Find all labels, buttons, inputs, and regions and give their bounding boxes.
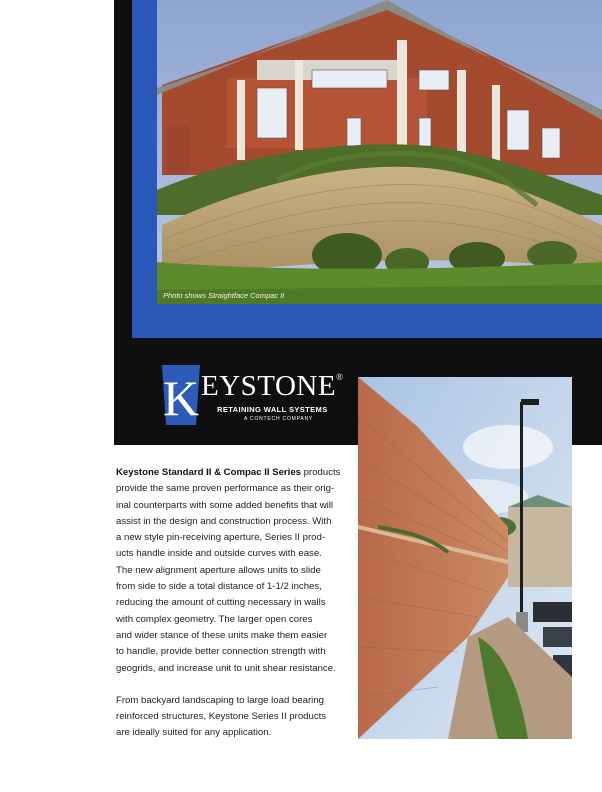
keystone-logo xyxy=(160,365,344,425)
paragraph-2: From backyard landscaping to large load bearing reinforced structures, Keystone Series II products are ideally suited for any application. xyxy=(116,694,327,739)
building-retaining-wall-photo xyxy=(157,0,602,304)
trademark-symbol: ® xyxy=(336,372,344,382)
paragraph-1-lead: Keystone Standard II & Compac II Series xyxy=(116,467,302,478)
logo-company: A CONTECH COMPANY xyxy=(244,416,314,422)
logo-wordmark-rest: EYSTONE xyxy=(201,370,337,402)
logo-initial: K xyxy=(162,370,200,425)
logo-wordmark xyxy=(201,372,343,401)
paragraph-1-body: products provide the same proven performance as their orig- inal counterparts with some added benefits that will assist in the design and construction process. With a new style pin-receiving aperture, Series II prod- ucts handle inside and outside curves with ease. The new alignment aperture allows units to slide from side to side a total distance of 1-1/2 inches, reducing the amount of cutting necessary in walls with complex geometry. The larger open cores and wider stance of these units make them easier to handle, provide better connection strength with geogrids, and increase unit to unit shear resistance. xyxy=(116,467,341,674)
paragraph-1 xyxy=(116,465,354,677)
keystone-k-emblem xyxy=(160,365,202,425)
photo-caption: Photo shows Straightface Compac II xyxy=(163,291,285,300)
tall-retaining-wall-photo xyxy=(358,377,572,739)
logo-subtitle: RETAINING WALL SYSTEMS xyxy=(217,405,328,414)
body-text xyxy=(116,465,354,742)
